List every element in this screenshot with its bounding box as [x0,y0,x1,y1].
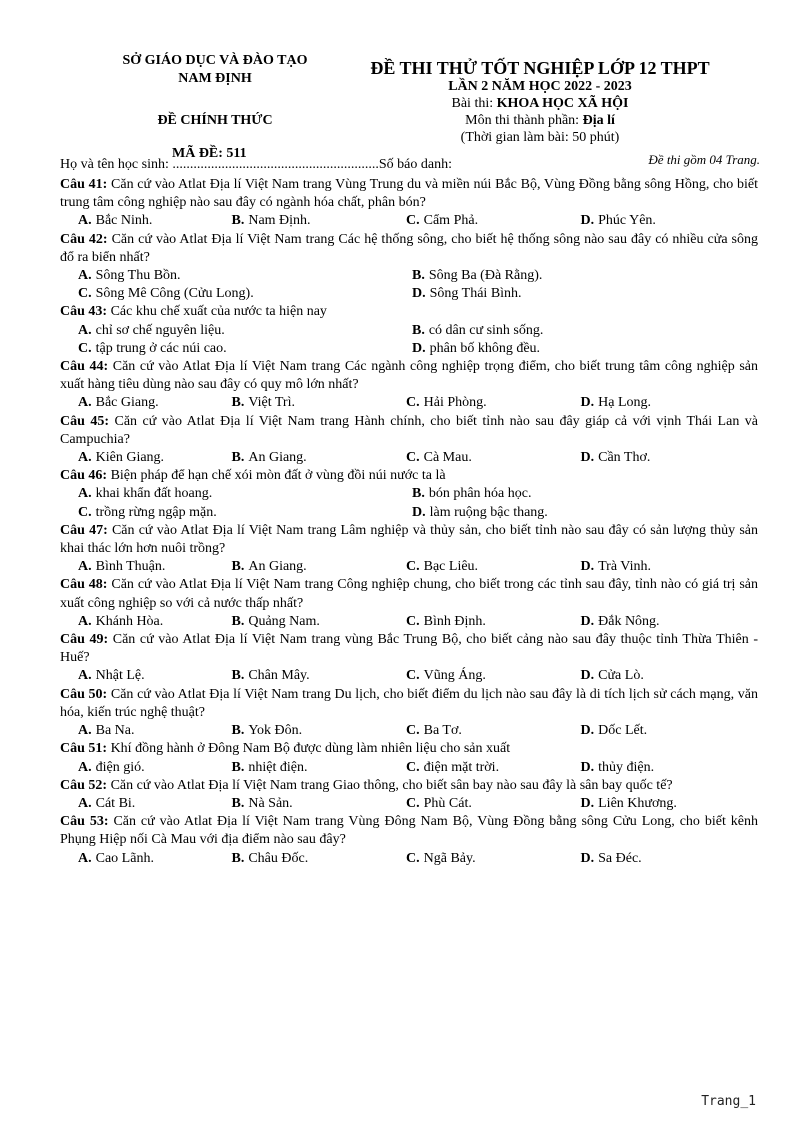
option-text: Phù Cát. [423,795,472,811]
option-letter: A. [78,322,92,338]
answer-option [60,485,406,503]
option-letter: C. [406,668,420,684]
question-number: Câu 50: [60,686,108,702]
option-text: điện gió. [95,759,145,775]
option-text: Bắc Giang. [95,395,159,411]
question-list [60,176,758,868]
option-text: Bình Định. [423,613,486,629]
option-letter: D. [580,759,595,775]
option-letter: A. [78,395,92,411]
option-letter: B. [231,559,245,575]
question-text: Căn cứ vào Atlat Địa lí Việt Nam trang Lâm nghiệp và thủy sản, cho biết tỉnh nào sau đây có sản lượng thủy sản khai thác lớn hơn nuôi trồng? [60,522,758,557]
page-count-note: Đề thi gồm 04 Trang. [648,152,760,167]
question-item [60,777,758,813]
option-text: Cà Mau. [423,450,472,466]
option-letter: C. [78,340,92,356]
option-text: Nà Sản. [248,795,293,811]
option-letter: A. [78,850,92,866]
option-letter: C. [406,213,420,229]
exam-code: MÃ ĐỀ: 511 [172,146,247,161]
answer-option [232,759,407,777]
department-name: SỞ GIÁO DỤC VÀ ĐÀO TẠO [122,53,308,68]
option-letter: B. [231,450,245,466]
option-text: Đắk Nông. [598,613,660,629]
answer-option [581,795,756,813]
option-letter: D. [580,613,595,629]
answer-options [60,613,758,631]
option-text: khai khẩn đất hoang. [95,486,213,502]
question-stem [60,522,758,558]
option-text: nhiệt điện. [248,759,308,775]
option-letter: C. [406,723,420,739]
question-stem [60,231,758,267]
question-stem [60,686,758,722]
subject-name: Địa lí [582,113,615,128]
option-text: Hạ Long. [598,395,652,411]
question-stem [60,740,758,758]
option-text: Ba Na. [95,723,135,739]
question-item [60,413,758,468]
question-text: Căn cứ vào Atlat Địa lí Việt Nam trang vùng Bắc Trung Bộ, cho biết cảng nào sau đây thuộc tỉnh Thừa Thiên - Huế? [60,632,758,666]
answer-options [60,795,758,813]
option-letter: A. [78,668,92,684]
exam-subtitle: LẦN 2 NĂM HỌC 2022 - 2023 [448,79,632,94]
option-text: Kiên Giang. [95,450,165,466]
answer-options [60,667,758,685]
option-text: Yok Đôn. [248,723,303,739]
answer-option [60,795,232,813]
option-letter: D. [580,795,595,811]
question-number: Câu 47: [60,522,108,538]
option-text: Liên Khương. [598,795,677,811]
answer-option [581,558,756,576]
option-text: Cẩm Phả. [423,213,479,229]
answer-options [60,449,758,467]
answer-option [581,667,756,685]
answer-option [232,850,407,868]
option-text: Hải Phòng. [423,395,487,411]
question-text: Căn cứ vào Atlat Địa lí Việt Nam trang Giao thông, cho biết sân bay nào sau đây là sân bay quốc tế? [107,777,673,793]
option-letter: A. [78,759,92,775]
option-text: Sa Đéc. [598,850,642,866]
option-letter: A. [78,723,92,739]
answer-option [406,722,581,740]
answer-option [406,267,755,285]
question-item [60,467,758,522]
question-text: Khí đồng hành ở Đông Nam Bộ được dùng làm nhiên liệu cho sản xuất [107,741,511,757]
answer-option [406,504,755,522]
question-text: Căn cứ vào Atlat Địa lí Việt Nam trang Vùng Trung du và miền núi Bắc Bộ, Vùng Đồng bằng sông Hồng, cho biết trung tâm công nghiệp nào sau đây có ngành hóa chất, phân bón? [60,177,759,211]
page-number: Trang_1 [701,1094,756,1109]
answer-options [60,558,758,576]
answer-options [60,759,758,777]
exam-name: KHOA HỌC XÃ HỘI [496,96,629,111]
option-text: điện mặt trời. [423,759,500,775]
answer-option [232,449,407,467]
question-stem [60,413,758,449]
subject-prefix: Môn thi thành phần: [465,113,583,128]
option-letter: D. [580,723,595,739]
answer-option [406,613,581,631]
answer-option [232,212,407,230]
answer-option [406,285,755,303]
option-text: An Giang. [248,450,307,466]
option-letter: B. [231,850,245,866]
question-stem [60,631,758,667]
option-letter: A. [78,613,92,629]
question-stem [60,576,758,612]
option-letter: C. [406,395,420,411]
answer-options [60,322,758,358]
question-text: Căn cứ vào Atlat Địa lí Việt Nam trang Vùng Đông Nam Bộ, Vùng Đồng bằng sông Cửu Long, cho biết kênh Phụng Hiệp nối Cà Mau với địa điểm nào sau đây? [60,814,758,848]
option-text: tập trung ở các núi cao. [95,340,227,356]
option-letter: D. [580,450,595,466]
answer-option [60,285,406,303]
exam-time: (Thời gian làm bài: 50 phút) [460,130,620,145]
question-text: Căn cứ vào Atlat Địa lí Việt Nam trang Hành chính, cho biết tỉnh nào sau đây giáp cả với vịnh Thái Lan và Campuchia? [60,413,759,447]
answer-option [406,759,581,777]
answer-option [232,722,407,740]
answer-options [60,212,758,230]
answer-option [581,850,756,868]
exam-title: ĐỀ THI THỬ TỐT NGHIỆP LỚP 12 THPT [370,58,710,78]
question-number: Câu 46: [60,468,108,484]
answer-option [232,558,407,576]
option-text: Sông Ba (Đà Rằng). [428,268,543,284]
answer-option [60,322,406,340]
question-text: Biện pháp để hạn chế xói mòn đất ở vùng đồi núi nước ta là [107,468,446,484]
option-text: Việt Trì. [248,395,295,411]
option-letter: D. [580,850,595,866]
official-label: ĐỀ CHÍNH THỨC [157,113,273,128]
option-letter: B. [231,723,245,739]
option-letter: B. [231,795,245,811]
answer-option [60,340,406,358]
answer-option [60,759,232,777]
answer-option [232,667,407,685]
option-text: Sông Mê Công (Cửu Long). [95,286,254,302]
question-text: Các khu chế xuất của nước ta hiện nay [107,304,327,320]
option-letter: C. [78,504,92,520]
option-letter: D. [580,559,595,575]
answer-option [60,613,232,631]
option-letter: D. [412,340,426,356]
option-letter: A. [78,486,92,502]
subject-line [340,112,740,129]
question-item [60,576,758,631]
option-letter: B. [412,268,425,284]
option-letter: D. [412,286,426,302]
question-item [60,358,758,413]
option-letter: C. [78,286,92,302]
answer-option [60,394,232,412]
option-letter: D. [580,213,595,229]
exam-name-prefix: Bài thi: [451,96,497,111]
question-number: Câu 49: [60,632,109,648]
student-info-line: Họ và tên học sinh: ...........................................................Số báo danh: [60,157,452,172]
question-item [60,813,758,868]
answer-options [60,850,758,868]
option-letter: C. [406,795,420,811]
option-text: Vũng Áng. [423,668,486,684]
option-text: Châu Đốc. [248,850,309,866]
question-number: Câu 43: [60,304,108,320]
answer-option [406,667,581,685]
option-text: Chân Mây. [248,668,310,684]
option-text: Ba Tơ. [423,723,462,739]
question-text: Căn cứ vào Atlat Địa lí Việt Nam trang Công nghiệp chung, cho biết trong các tỉnh sau đây, tỉnh nào có giá trị sản xuất công nghiệp so với cả nước thấp nhất? [60,577,758,611]
question-number: Câu 42: [60,231,108,247]
answer-option [406,485,755,503]
answer-option [406,558,581,576]
option-text: Khánh Hòa. [95,613,164,629]
answer-option [581,212,756,230]
question-number: Câu 53: [60,814,109,830]
option-text: làm ruộng bậc thang. [429,504,548,520]
question-number: Câu 52: [60,777,108,793]
option-text: Bạc Liêu. [423,559,479,575]
answer-option [406,795,581,813]
option-letter: B. [231,759,245,775]
answer-option [406,850,581,868]
answer-option [60,850,232,868]
option-letter: B. [412,486,425,502]
exam-name-line [340,95,740,112]
option-text: Bắc Ninh. [95,213,153,229]
answer-option [60,267,406,285]
option-letter: C. [406,850,420,866]
answer-options [60,394,758,412]
question-stem [60,467,758,485]
option-letter: A. [78,795,92,811]
option-text: Cần Thơ. [598,450,651,466]
answer-option [60,212,232,230]
question-text: Căn cứ vào Atlat Địa lí Việt Nam trang Du lịch, cho biết điểm du lịch nào sau đây là di tích lịch sử cách mạng, văn hóa, kiến trúc nghệ thuật? [60,686,758,720]
option-text: phân bố không đều. [429,340,541,356]
option-letter: A. [78,213,92,229]
question-stem [60,303,758,321]
answer-options [60,722,758,740]
option-letter: B. [231,395,245,411]
option-text: Dốc Lết. [598,723,648,739]
answer-option [232,394,407,412]
question-item [60,176,758,231]
answer-option [406,212,581,230]
answer-option [581,394,756,412]
option-text: Cửa Lò. [598,668,644,684]
question-number: Câu 44: [60,359,109,375]
answer-option [581,449,756,467]
option-text: Nhật Lệ. [95,668,145,684]
question-item [60,740,758,776]
option-text: Cao Lãnh. [95,850,154,866]
option-text: Sông Thu Bồn. [95,268,181,284]
answer-option [406,322,755,340]
question-item [60,686,758,741]
option-letter: A. [78,450,92,466]
question-stem [60,358,758,394]
answer-option [581,759,756,777]
option-letter: D. [412,504,426,520]
option-text: Quảng Nam. [248,613,320,629]
option-letter: B. [231,613,245,629]
option-letter: C. [406,450,420,466]
question-item [60,303,758,358]
question-stem [60,813,758,849]
exam-title-block [340,58,740,146]
option-letter: C. [406,759,420,775]
answer-option [60,722,232,740]
option-letter: A. [78,559,92,575]
answer-option [406,340,755,358]
question-number: Câu 45: [60,413,110,429]
answer-option [60,667,232,685]
option-text: trồng rừng ngập mặn. [95,504,217,520]
option-letter: C. [406,613,420,629]
answer-option [581,722,756,740]
question-number: Câu 51: [60,741,108,757]
question-stem [60,777,758,795]
option-text: An Giang. [248,559,307,575]
option-text: Nam Định. [248,213,311,229]
answer-option [581,613,756,631]
answer-option [232,613,407,631]
department-block [100,52,330,130]
option-letter: D. [580,668,595,684]
question-number: Câu 41: [60,177,108,192]
question-stem [60,176,758,212]
question-text: Căn cứ vào Atlat Địa lí Việt Nam trang Các ngành công nghiệp trọng điểm, cho biết trung tâm công nghiệp sản xuất hàng tiêu dùng nào sau đây có quy mô lớn nhất? [60,359,759,393]
option-letter: B. [412,322,425,338]
answer-options [60,267,758,303]
option-letter: A. [78,268,92,284]
question-item [60,522,758,577]
question-item [60,231,758,304]
option-text: Phúc Yên. [598,213,656,229]
answer-option [60,558,232,576]
option-letter: B. [231,668,245,684]
answer-option [232,795,407,813]
option-letter: C. [406,559,420,575]
option-text: có dân cư sinh sống. [428,322,544,338]
answer-option [406,394,581,412]
question-text: Căn cứ vào Atlat Địa lí Việt Nam trang Các hệ thống sông, cho biết hệ thống sông nào sau đây có nhiều cửa sông đổ ra biển nhất? [60,231,759,265]
option-text: Ngã Bảy. [423,850,476,866]
department-province: NAM ĐỊNH [178,71,252,86]
question-item [60,631,758,686]
answer-options [60,485,758,521]
answer-option [60,504,406,522]
option-letter: B. [231,213,245,229]
option-text: bón phân hóa học. [428,486,532,502]
option-text: Cát Bi. [95,795,136,811]
option-text: Trà Vinh. [598,559,651,575]
option-text: chỉ sơ chế nguyên liệu. [95,322,225,338]
option-letter: D. [580,395,595,411]
option-text: thủy điện. [598,759,655,775]
question-number: Câu 48: [60,577,108,593]
answer-option [406,449,581,467]
option-text: Bình Thuận. [95,559,166,575]
option-text: Sông Thái Bình. [429,286,522,302]
answer-option [60,449,232,467]
